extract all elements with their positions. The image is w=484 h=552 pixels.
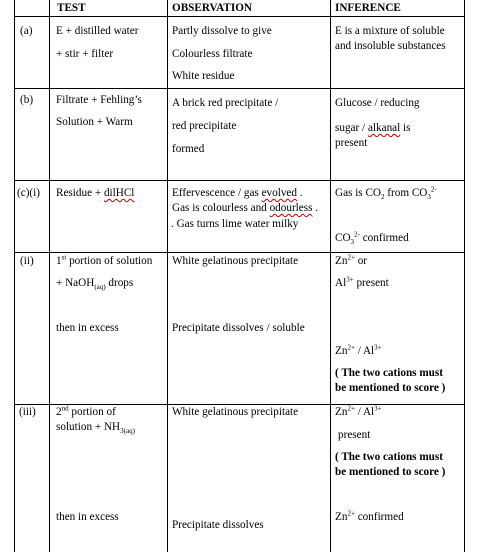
observation-line: Precipitate dissolves: [172, 519, 264, 531]
test-line: [56, 277, 133, 290]
superscript: 3+: [374, 343, 382, 352]
inference-text: / Al: [354, 406, 375, 418]
test-line: [56, 187, 134, 200]
test-line: [56, 421, 135, 434]
observation-line: White residue: [172, 70, 235, 82]
grid-row-ii-bottom: [14, 404, 465, 405]
superscript: 2-: [354, 230, 360, 239]
inference-text: Zn: [335, 511, 348, 523]
test-text: + NaOH: [56, 277, 95, 289]
observation-line: White gelatinous precipitate: [172, 406, 299, 418]
header-observation: OBSERVATION: [172, 2, 253, 14]
inference-line: Glucose / reducing: [335, 97, 420, 109]
inference-line: [335, 345, 382, 358]
row-label: (ii): [20, 255, 34, 267]
inference-text: or: [354, 255, 368, 267]
row-label: (iii): [19, 406, 36, 418]
test-line: Solution + Warm: [56, 116, 133, 128]
grid-row-a-bottom: [14, 88, 465, 89]
subscript: 3: [350, 238, 355, 247]
inference-line: [335, 187, 437, 200]
test-line: Filtrate + Fehling’s: [56, 94, 142, 106]
observation-line: [172, 187, 303, 200]
inference-text: Zn: [335, 345, 348, 357]
inference-line: [335, 232, 409, 245]
observation-text: .: [296, 187, 303, 199]
observation-line: [172, 202, 318, 215]
observation-text: .: [312, 202, 319, 214]
superscript: 2+: [347, 404, 355, 413]
scoring-note: be mentioned to score ): [335, 466, 446, 478]
observation-line: red precipitate: [172, 120, 237, 132]
inference-text: confirmed: [359, 232, 409, 244]
test-text: 1: [56, 255, 62, 267]
header-test: TEST: [57, 2, 86, 14]
superscript: 3+: [346, 275, 354, 284]
test-line: then in excess: [56, 511, 119, 523]
observation-line: Precipitate dissolves / soluble: [172, 322, 305, 334]
grid-row-ci-bottom: [14, 252, 465, 253]
inference-text: Zn: [335, 255, 348, 267]
superscript: nd: [61, 404, 69, 413]
inference-line: [335, 255, 367, 268]
observation-line: formed: [172, 143, 205, 155]
inference-text: Gas is CO: [335, 187, 381, 199]
inference-line: present: [338, 429, 371, 441]
inference-text: present: [353, 277, 389, 289]
test-line: E + distilled water: [56, 25, 139, 37]
subscript: 3: [427, 193, 431, 202]
inference-text: from CO: [384, 187, 428, 199]
grid-observation-divider: [330, 0, 331, 552]
spelling-flag: alkanal: [367, 122, 401, 134]
test-text: Residue +: [56, 187, 104, 199]
superscript: 3+: [374, 404, 382, 413]
inference-line: [335, 511, 404, 524]
row-label: (b): [20, 94, 34, 106]
scoring-note: be mentioned to score ): [335, 382, 446, 394]
inference-text: confirmed: [354, 511, 404, 523]
test-text: solution + NH: [56, 421, 121, 433]
superscript: 2+: [347, 253, 355, 262]
subscript: (aq): [94, 283, 106, 292]
scoring-note: ( The two cations must: [335, 367, 443, 379]
superscript: 2+: [347, 509, 355, 518]
inference-text: is: [400, 122, 411, 134]
observation-line: . Gas turns lime water milky: [171, 218, 299, 230]
superscript: st: [61, 253, 67, 262]
subscript: 2: [381, 193, 385, 202]
inference-line: [335, 122, 411, 135]
inference-text: Al: [335, 277, 347, 289]
grid-left-border: [14, 0, 15, 552]
inference-text: / Al: [354, 345, 375, 357]
subscript: 3(aq): [120, 427, 135, 436]
grid-header-bottom: [14, 16, 465, 17]
grid-right-border: [464, 0, 465, 552]
spelling-flag: odourless: [269, 202, 313, 214]
row-label: (a): [20, 25, 33, 37]
observation-line: Colourless filtrate: [172, 48, 253, 60]
inference-text: sugar /: [335, 122, 366, 134]
grid-label-divider: [49, 0, 50, 552]
inference-line: [335, 406, 382, 419]
test-text: portion of: [68, 406, 116, 418]
scoring-note: ( The two cations must: [335, 451, 443, 463]
grid-test-divider: [167, 0, 168, 552]
observation-text: Gas is colourless and: [172, 202, 270, 214]
observation-line: Partly dissolve to give: [172, 25, 272, 37]
superscript: 2-: [430, 185, 437, 194]
test-text: drops: [105, 277, 134, 289]
spelling-flag: evolved: [261, 187, 297, 199]
test-line: [56, 406, 116, 419]
spelling-flag: dilHCl: [103, 187, 135, 199]
inference-line: [335, 277, 389, 290]
test-line: [56, 255, 152, 268]
observation-text: Effervescence / gas: [172, 187, 262, 199]
grid-row-b-bottom: [14, 180, 465, 181]
observation-line: A brick red precipitate /: [172, 97, 279, 109]
inference-line: present: [335, 137, 368, 149]
test-text: 2: [56, 406, 62, 418]
superscript: 2+: [347, 343, 355, 352]
observation-line: White gelatinous precipitate: [172, 255, 299, 267]
inference-text: CO: [335, 232, 351, 244]
inference-line: and insoluble substances: [335, 40, 446, 52]
test-text: portion of solution: [66, 255, 153, 267]
inference-text: Zn: [335, 406, 348, 418]
row-label: (c)(i): [17, 187, 40, 199]
test-line: then in excess: [56, 322, 119, 334]
header-inference: INFERENCE: [335, 2, 401, 14]
test-line: + stir + filter: [56, 48, 114, 60]
inference-line: E is a mixture of soluble: [335, 25, 445, 37]
